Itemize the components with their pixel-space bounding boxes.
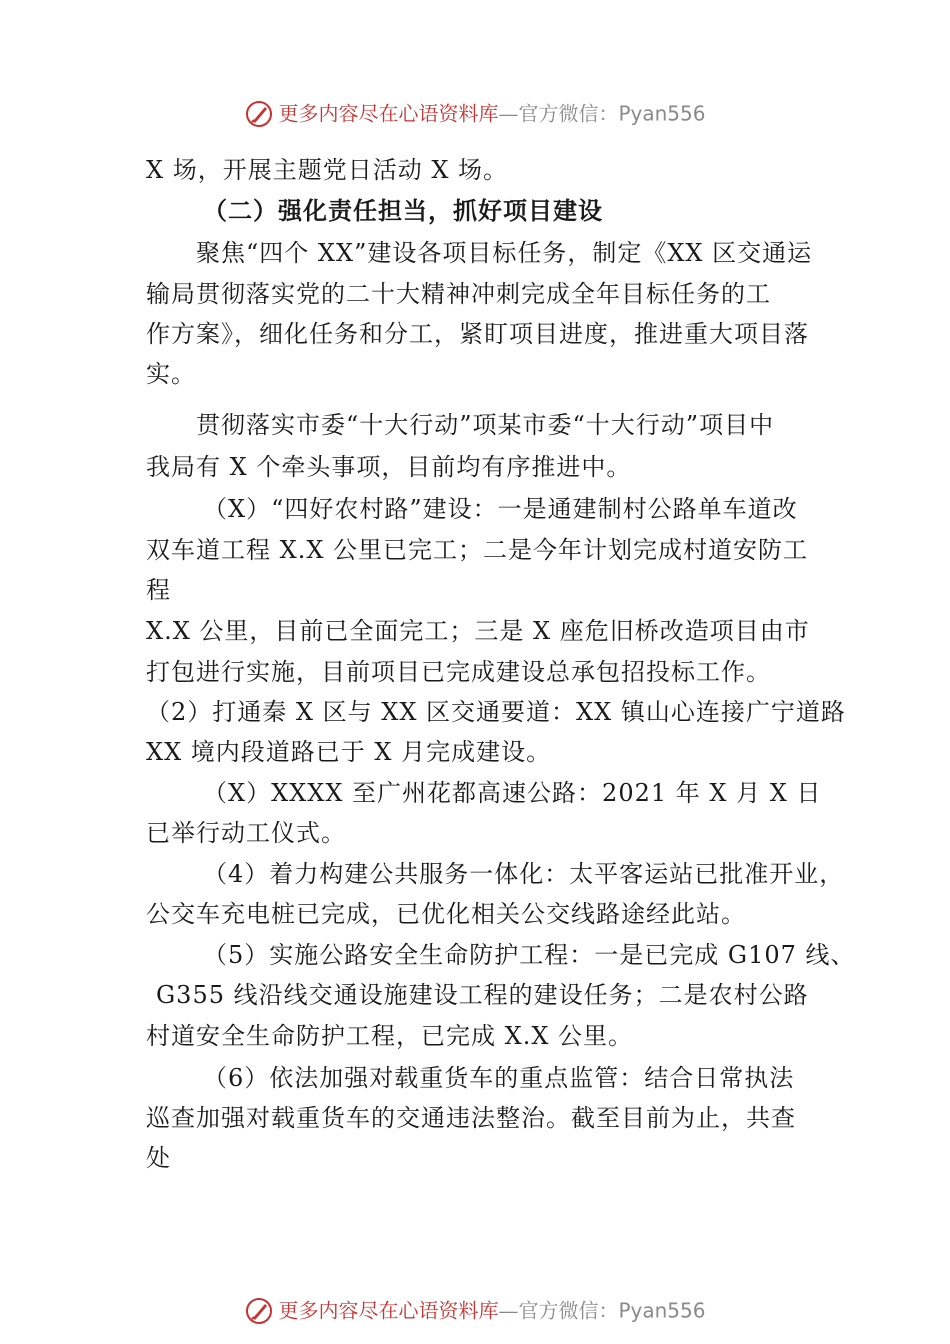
body-line: XX 境内段道路已于 X 月完成建设。 bbox=[146, 738, 552, 766]
body-line: （5）实施公路安全生命防护工程：一是已完成 G107 线、 bbox=[203, 941, 856, 969]
body-line: G355 线沿线交通设施建设工程的建设任务；二是农村公路 bbox=[156, 981, 809, 1009]
watermark-dash: — bbox=[498, 101, 519, 126]
footer-watermark bbox=[0, 1294, 950, 1326]
body-line: （X）“四好农村路”建设：一是通建制村公路单车道改 bbox=[203, 495, 798, 523]
quill-pen-logo-icon bbox=[244, 99, 274, 129]
body-line: 作方案》，细化任务和分工，紧盯项目进度，推进重大项目落 bbox=[146, 320, 809, 348]
body-line: X 场，开展主题党日活动 X 场。 bbox=[146, 156, 509, 184]
watermark-grey-text: 官方微信：Pyan556 bbox=[518, 1298, 706, 1323]
body-line: 程 bbox=[146, 576, 171, 604]
body-line: 打包进行实施，目前项目已完成建设总承包招投标工作。 bbox=[146, 658, 771, 686]
body-line: 巡查加强对载重货车的交通违法整治。截至目前为止，共查 bbox=[146, 1104, 796, 1132]
body-line: 双车道工程 X.X 公里已完工；二是今年计划完成村道安防工 bbox=[146, 536, 809, 564]
watermark-red-text: 更多内容尽在心语资料库 bbox=[278, 1298, 499, 1323]
body-line: X.X 公里，目前已全面完工；三是 X 座危旧桥改造项目由市 bbox=[146, 617, 810, 645]
body-line: 贯彻落实市委“十大行动”项某市委“十大行动”项目中 bbox=[196, 411, 775, 439]
body-line: 公交车充电桩已完成，已优化相关公交线路途经此站。 bbox=[146, 900, 746, 928]
body-line: 实。 bbox=[146, 360, 196, 388]
body-line: （2）打通秦 X 区与 XX 区交通要道：XX 镇山心连接广宁道路 bbox=[146, 698, 846, 726]
watermark-grey-text: 官方微信：Pyan556 bbox=[518, 101, 706, 126]
watermark-dash: — bbox=[498, 1298, 519, 1323]
body-line: 处 bbox=[146, 1144, 171, 1172]
body-line: 聚焦“四个 XX”建设各项目标任务，制定《XX 区交通运 bbox=[196, 239, 813, 267]
body-line: 已举行动工仪式。 bbox=[146, 819, 346, 847]
watermark-red-text: 更多内容尽在心语资料库 bbox=[278, 101, 499, 126]
body-line: （4）着力构建公共服务一体化：太平客运站已批准开业， bbox=[203, 860, 845, 888]
section-heading: （二）强化责任担当，抓好项目建设 bbox=[203, 196, 603, 225]
watermark-grey-group bbox=[498, 102, 705, 126]
watermark-grey-group bbox=[498, 1299, 705, 1323]
header-watermark bbox=[0, 97, 950, 129]
quill-pen-logo-icon bbox=[244, 1296, 274, 1326]
body-line: 我局有 X 个牵头事项，目前均有序推进中。 bbox=[146, 453, 632, 481]
body-line: （X）XXXX 至广州花都高速公路：2021 年 X 月 X 日 bbox=[203, 779, 822, 807]
body-line: 村道安全生命防护工程，已完成 X.X 公里。 bbox=[146, 1022, 634, 1050]
body-line: （6）依法加强对载重货车的重点监管：结合日常执法 bbox=[203, 1064, 795, 1092]
body-line: 输局贯彻落实党的二十大精神冲刺完成全年目标任务的工 bbox=[146, 280, 771, 308]
